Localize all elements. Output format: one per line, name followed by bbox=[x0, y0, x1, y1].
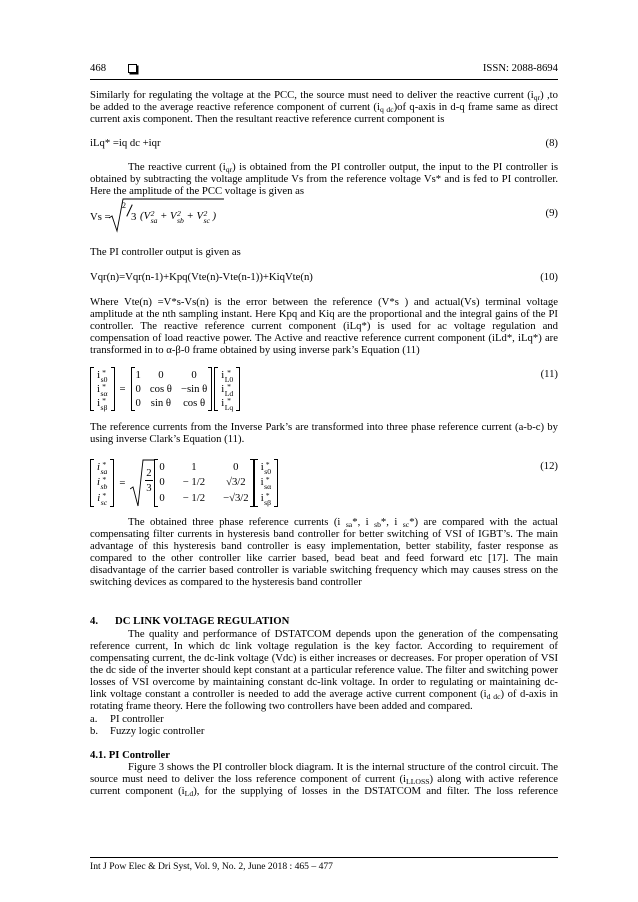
text-run: 1 bbox=[191, 460, 197, 473]
superscript: * bbox=[265, 475, 270, 485]
text-run: ( bbox=[140, 210, 144, 223]
superscript: 2 bbox=[203, 209, 208, 218]
superscript: 2 bbox=[177, 209, 181, 218]
matrix-cell bbox=[221, 381, 234, 399]
superscript: * bbox=[265, 459, 270, 469]
text-run: i bbox=[97, 369, 101, 381]
equation-11-rotation-matrix bbox=[131, 367, 213, 411]
text-run: i bbox=[97, 491, 101, 504]
subscript: sa bbox=[150, 216, 158, 226]
equation-12-lhs-vector bbox=[90, 459, 114, 508]
matrix-cell bbox=[261, 491, 272, 507]
matrix-cell bbox=[223, 460, 249, 476]
text-run: 0 bbox=[158, 369, 164, 381]
list-item-marker: b. bbox=[90, 725, 99, 737]
text-run: ) of d-axis in rotating frame theory. Here the following two controllers have been added and compared. bbox=[90, 688, 558, 712]
coefficient-fraction bbox=[143, 466, 154, 495]
matrix-cell bbox=[221, 395, 234, 413]
text-run: The reactive current (i bbox=[128, 161, 226, 173]
subscript: sc bbox=[203, 216, 210, 226]
text-run: 1 bbox=[135, 369, 141, 381]
subscript: sα bbox=[100, 389, 108, 399]
subscript: qr bbox=[533, 93, 541, 103]
text-run: The reference currents from the Inverse Park’s are transformed into three phase reference current (a-b-c) by using inverse Clark’s Equation (11). bbox=[90, 421, 558, 445]
text-run: ) along with active reference current component (i bbox=[90, 773, 559, 797]
subscript: s0 bbox=[100, 375, 108, 385]
matrix-cell bbox=[183, 491, 205, 507]
text-run: 0 bbox=[191, 369, 197, 381]
page-number: 468 bbox=[90, 62, 107, 74]
matrix-cell bbox=[159, 460, 164, 476]
subscript: sα bbox=[264, 482, 272, 492]
text-run: −√3/2 bbox=[223, 491, 249, 504]
text-run: *, i bbox=[352, 516, 375, 528]
subsup bbox=[101, 492, 107, 507]
matrix-cell bbox=[150, 382, 172, 396]
fraction-denominator: 3 bbox=[131, 211, 137, 223]
text-run: i bbox=[221, 369, 225, 381]
matrix-cell bbox=[159, 475, 164, 491]
text-run: *) are compared with the actual compensating filter currents in hysteresis band controller for better switching of VSI of IGBT’s. The main advantage of this hysteresis band controller is easy implementation, better stability, faster response as compared to the other controller like carrier based, bead beat and feed forward etc [17]. The main disadvantage of the carrier based controller is variable switching frequency which may causes stress on the switching devices as compared to the hysteresis band controller bbox=[90, 516, 558, 588]
superscript: * bbox=[101, 475, 106, 485]
equation-9-lhs: Vs = bbox=[90, 211, 111, 223]
matrix-cell bbox=[97, 491, 107, 507]
text-run: sin θ bbox=[150, 397, 172, 409]
equals-sign: = bbox=[119, 477, 126, 489]
text-run: ) bbox=[209, 210, 217, 223]
equals-sign: = bbox=[119, 383, 126, 395]
text-run: cos θ bbox=[183, 397, 206, 409]
subsup bbox=[100, 476, 107, 491]
superscript: * bbox=[101, 490, 106, 500]
fraction-numerator: 2 bbox=[146, 467, 152, 479]
subsup bbox=[101, 397, 108, 412]
text-run: √3/2 bbox=[226, 476, 246, 489]
subscript: sa bbox=[100, 466, 108, 476]
matrix-cell bbox=[97, 381, 108, 399]
equation-11 bbox=[90, 366, 240, 412]
superscript: * bbox=[102, 395, 106, 405]
section-title: DC LINK VOLTAGE REGULATION bbox=[115, 615, 290, 627]
matrix-cell bbox=[159, 491, 164, 507]
fraction-denominator: 3 bbox=[146, 482, 152, 494]
fraction-numerator: 2 bbox=[122, 201, 126, 210]
list-item-marker: a. bbox=[90, 713, 98, 725]
subscript: Ld bbox=[184, 789, 194, 799]
text-run: 0 bbox=[159, 491, 165, 504]
section-number: 4. bbox=[90, 615, 99, 627]
text-run: + bbox=[183, 210, 197, 223]
text-run: − 1/2 bbox=[182, 491, 206, 504]
text-run: i bbox=[221, 383, 225, 395]
footer-rule bbox=[90, 857, 558, 858]
paragraph-4 bbox=[90, 421, 558, 445]
equation-8-number: (8) bbox=[545, 137, 558, 149]
subscript: sb bbox=[177, 216, 184, 226]
subscript: LLOSS bbox=[406, 777, 430, 787]
subscript: sc bbox=[100, 497, 108, 507]
subsup bbox=[264, 476, 271, 491]
matrix-cell bbox=[136, 382, 141, 396]
text-run: 0 bbox=[135, 397, 141, 409]
superscript: * bbox=[227, 395, 231, 405]
equation-11-rhs-vector bbox=[214, 367, 240, 411]
subscript: q dc bbox=[379, 105, 394, 115]
subscript: qr bbox=[225, 165, 233, 175]
text-run: i bbox=[260, 460, 264, 473]
matrix-cell bbox=[97, 395, 108, 413]
subsup bbox=[225, 397, 234, 412]
text-run: ) ,to be added to the average reactive reference component of current (i bbox=[90, 89, 558, 113]
journal-footer: Int J Pow Elec & Dri Syst, Vol. 9, No. 2, June 2018 : 465 – 477 bbox=[90, 861, 333, 872]
text-run: Where Vte(n) =V*s-Vs(n) is the error between the reference (V*s ) and actual(Vs) terminal voltage amplitude at the nth sampling instant. Here Kpq and Kiq are the proportional and the integral gains of the PI controller. The reactive reference current component (iLq*) is used for ac voltage regulation and compensation of load reactive power. The Active and reactive reference current component (iLd*, iLq*) are transformed in to α-β-0 frame obtained by using inverse park’s Equation (11) bbox=[90, 296, 558, 356]
equation-12-clarke-matrix bbox=[154, 459, 253, 508]
math-base: V bbox=[170, 210, 177, 223]
superscript: * bbox=[101, 459, 106, 469]
subscript: sb bbox=[100, 482, 108, 492]
text-run: 0 bbox=[233, 460, 239, 473]
text-run: i bbox=[97, 460, 100, 473]
subscript: sb bbox=[374, 520, 381, 530]
paragraph-5 bbox=[90, 516, 558, 588]
text-run: Similarly for regulating the voltage at the PCC, the source must need to deliver the reactive current (i bbox=[90, 89, 534, 101]
superscript: 2 bbox=[150, 209, 155, 218]
text-run: *, i bbox=[380, 516, 403, 528]
text-run: The PI controller output is given as bbox=[90, 246, 241, 258]
matrix-cell bbox=[223, 475, 249, 491]
text-run: i bbox=[260, 476, 264, 489]
text-run: cos θ bbox=[149, 383, 172, 395]
square-root bbox=[130, 459, 154, 507]
equation-11-lhs-vector bbox=[90, 367, 115, 411]
subsup bbox=[264, 461, 271, 476]
subsup bbox=[264, 492, 271, 507]
superscript: * bbox=[227, 381, 231, 391]
subscript: sc bbox=[402, 520, 410, 530]
text-run: i bbox=[221, 397, 225, 409]
subscript: Ld bbox=[224, 389, 234, 399]
math-base: V bbox=[143, 210, 151, 223]
superscript: * bbox=[265, 490, 270, 500]
matrix-cell bbox=[183, 475, 205, 491]
text-run: ) is obtained from the PI controller output, the input to the PI controller is obtained by subtracting the voltage amplitude Vs from the reference voltage Vs* and is fed to PI controller. Here the amplitude of the PCC voltage is given as bbox=[90, 161, 558, 197]
equation-9 bbox=[90, 197, 240, 233]
subscript: L0 bbox=[224, 375, 234, 385]
superscript: * bbox=[227, 367, 231, 377]
list-item: PI controller bbox=[110, 713, 164, 725]
text-run: − 1/2 bbox=[182, 476, 206, 489]
text-run: + bbox=[157, 210, 170, 223]
matrix-cell bbox=[150, 368, 172, 382]
matrix-cell bbox=[150, 396, 172, 410]
text-run: 0 bbox=[159, 476, 165, 489]
paragraph-6 bbox=[90, 628, 558, 712]
journal-issn: ISSN: 2088-8694 bbox=[482, 62, 558, 74]
subsup bbox=[177, 210, 184, 225]
subsection-title: 4.1. PI Controller bbox=[90, 749, 170, 761]
matrix-cell bbox=[261, 460, 272, 476]
matrix-cell bbox=[97, 460, 107, 476]
matrix-cell bbox=[136, 396, 141, 410]
paragraph-3 bbox=[90, 296, 558, 356]
text-run: 0 bbox=[159, 460, 165, 473]
equation-9-number: (9) bbox=[545, 207, 558, 219]
matrix-cell bbox=[97, 475, 107, 491]
text-run: i bbox=[97, 383, 100, 395]
text-run: i bbox=[97, 397, 101, 409]
text-run: i bbox=[97, 476, 100, 489]
matrix-cell bbox=[97, 367, 108, 385]
subscript: d dc bbox=[486, 692, 501, 702]
math-base: V bbox=[196, 210, 203, 223]
equation-12 bbox=[90, 458, 278, 508]
equation-9-body bbox=[140, 210, 216, 225]
paragraph-7 bbox=[90, 761, 558, 797]
paragraph-1 bbox=[90, 89, 558, 125]
matrix-cell bbox=[221, 367, 234, 385]
superscript: * bbox=[102, 381, 106, 391]
matrix-cell bbox=[183, 460, 205, 476]
matrix-cell bbox=[136, 368, 141, 382]
text-run: i bbox=[260, 491, 264, 504]
square-box-icon bbox=[128, 64, 137, 73]
equation-12-number: (12) bbox=[540, 460, 558, 472]
equation-12-rhs-vector bbox=[254, 459, 279, 508]
text-run: 0 bbox=[135, 383, 141, 395]
equation-8: iLq* =iq dc +iqr bbox=[90, 137, 161, 149]
text-run: )of q-axis in d-q frame same as direct current axis component. Then the resultant reactive reference current component is bbox=[90, 101, 558, 125]
matrix-cell bbox=[181, 396, 207, 410]
list-item: Fuzzy logic controller bbox=[110, 725, 205, 737]
subscript: sβ bbox=[100, 403, 108, 413]
text-run: The obtained three phase reference currents (i bbox=[128, 516, 346, 528]
subscript: sa bbox=[345, 520, 353, 530]
equation-11-number: (11) bbox=[540, 368, 558, 380]
paragraph-pi-output bbox=[90, 246, 558, 258]
matrix-cell bbox=[181, 382, 207, 396]
matrix-cell bbox=[261, 475, 272, 491]
subscript: sβ bbox=[264, 497, 272, 507]
equation-10-number: (10) bbox=[540, 271, 558, 283]
text-run: Figure 3 shows the PI controller block diagram. It is the internal structure of the control circuit. The source must need to deliver the loss reference component of current (i bbox=[90, 761, 558, 785]
subscript: Lq bbox=[224, 403, 234, 413]
text-run: The quality and performance of DSTATCOM depends upon the generation of the compensating reference current, In which dc link voltage regulation is the key factor. According to requirement of compensating current, the dc-link voltage (Vdc) is either increases or decreases. For proper operation of VSI the dc side of the inverter should kept constant at a particular reference value. The filter and switching power losses of VSI overcome by maintaining constant dc-link voltage. In order to regulating or maintaining dc-link voltage constant a controller is needed to add the average active current component (i bbox=[90, 628, 558, 700]
paragraph-2 bbox=[90, 161, 558, 197]
subscript: s0 bbox=[264, 466, 272, 476]
subsup bbox=[100, 461, 107, 476]
equation-10: Vqr(n)=Vqr(n-1)+Kpq(Vte(n)-Vte(n-1))+KiqVte(n) bbox=[90, 271, 313, 283]
header-rule bbox=[90, 79, 558, 80]
text-run: −sin θ bbox=[180, 383, 208, 395]
matrix-cell bbox=[223, 491, 249, 507]
superscript: * bbox=[102, 367, 106, 377]
text-run: ), for the supplying of losses in the DSTATCOM and filter. The loss reference bbox=[193, 785, 558, 797]
matrix-cell bbox=[181, 368, 207, 382]
